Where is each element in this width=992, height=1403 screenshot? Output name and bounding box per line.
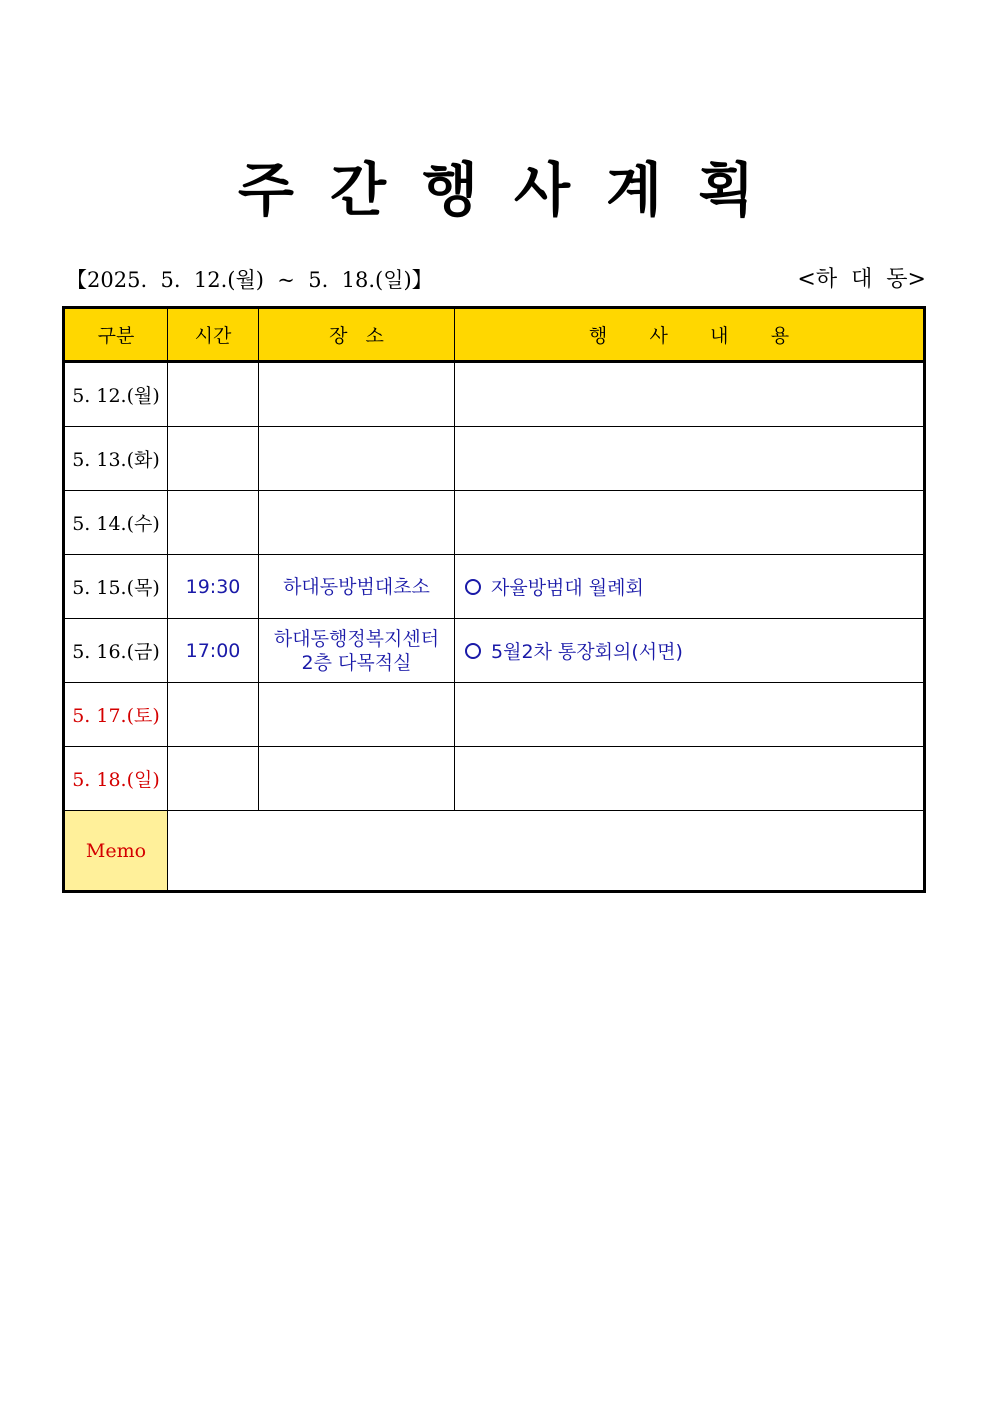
schedule-table (62, 306, 926, 893)
time-cell (168, 491, 259, 555)
period-range: 【2025. 5. 12.(월) ~ 5. 18.(일)】 (66, 268, 433, 292)
table-row (64, 619, 925, 683)
title-char: 행 (421, 156, 478, 224)
table-row (64, 362, 925, 427)
place-line-2: 2층 다목적실 (301, 651, 412, 674)
title-char: 사 (514, 156, 571, 224)
event-text: 자율방범대 월례회 (491, 577, 644, 599)
col-header-place: 장 소 (259, 308, 455, 362)
time-cell: 19:30 (168, 555, 259, 619)
day-cell-weekend: 5. 17.(토) (64, 683, 168, 747)
place-line-1: 하대동행정복지센터 (273, 627, 440, 650)
place-cell (259, 683, 455, 747)
day-cell: 5. 12.(월) (64, 362, 168, 427)
event-text: 5월2차 통장회의(서면) (491, 641, 683, 663)
event-cell (455, 427, 925, 491)
day-cell: 5. 14.(수) (64, 491, 168, 555)
table-row (64, 747, 925, 811)
event-cell (455, 683, 925, 747)
circle-bullet-icon (465, 579, 481, 595)
title-char: 주 (237, 156, 294, 224)
day-cell: 5. 15.(목) (64, 555, 168, 619)
col-header-category: 구분 (64, 308, 168, 362)
district-label: <하 대 동> (797, 267, 926, 292)
place-cell (259, 555, 455, 619)
time-cell: 17:00 (168, 619, 259, 683)
event-cell (455, 362, 925, 427)
memo-label: Memo (64, 811, 168, 892)
day-cell-weekend: 5. 18.(일) (64, 747, 168, 811)
place-cell (259, 747, 455, 811)
place-line-1: 하대동방범대초소 (283, 575, 430, 598)
page-title (0, 150, 992, 230)
table-row (64, 683, 925, 747)
day-cell: 5. 13.(화) (64, 427, 168, 491)
time-cell (168, 747, 259, 811)
header-row (64, 308, 925, 362)
place-cell (259, 427, 455, 491)
table-row (64, 555, 925, 619)
col-header-time: 시간 (168, 308, 259, 362)
time-cell (168, 362, 259, 427)
event-cell (455, 619, 925, 683)
col-header-event: 행 사 내 용 (455, 308, 925, 362)
time-cell (168, 427, 259, 491)
place-cell (259, 619, 455, 683)
memo-row (64, 811, 925, 892)
event-cell (455, 491, 925, 555)
table-row (64, 491, 925, 555)
memo-content (168, 811, 925, 892)
title-char: 계 (606, 156, 663, 224)
place-cell (259, 362, 455, 427)
event-cell (455, 747, 925, 811)
time-cell (168, 683, 259, 747)
title-char: 간 (329, 156, 386, 224)
table-row (64, 427, 925, 491)
day-cell: 5. 16.(금) (64, 619, 168, 683)
place-cell (259, 491, 455, 555)
circle-bullet-icon (465, 643, 481, 659)
title-char: 획 (698, 156, 755, 224)
event-cell (455, 555, 925, 619)
